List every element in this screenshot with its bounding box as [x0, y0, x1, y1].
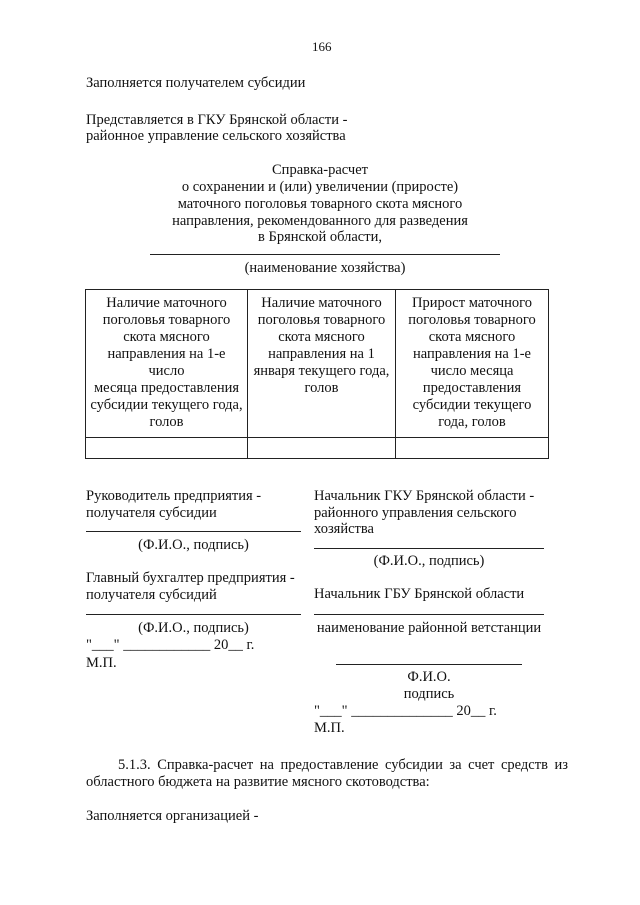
- doc-title-line-3: маточного поголовья товарного скота мясного: [177, 196, 463, 212]
- doc-title-line-2: о сохранении и (или) увеличении (приросте): [181, 179, 459, 195]
- head-sign-line: [86, 531, 301, 532]
- para-513-line-1: 5.1.3. Справка-расчет на предоставление субсидии за счет средств из: [118, 757, 568, 773]
- right-stamp: М.П.: [314, 720, 345, 736]
- doc-title-line-1: Справка-расчет: [272, 162, 368, 178]
- gku-sign-line: [314, 548, 544, 549]
- table-cell: [396, 438, 549, 459]
- accountant-title-line-2: получателя субсидий: [86, 587, 217, 603]
- fill-note-org: Заполняется организацией -: [86, 808, 259, 824]
- header-cell-3: Прирост маточного поголовья товарного скота мясного направления на 1-е число месяца предоставления субсидии текущего года, голов: [396, 290, 549, 438]
- livestock-table: [85, 289, 549, 459]
- submit-to-line-2: районное управление сельского хозяйства: [86, 128, 346, 144]
- head-caption: (Ф.И.О., подпись): [138, 537, 249, 553]
- gbu-title: Начальник ГБУ Брянской области: [314, 586, 525, 602]
- header-cell-1: Наличие маточного поголовья товарного скота мясного направления на 1-е число месяца предоставления субсидии текущего года, голов: [86, 290, 248, 438]
- fio-caption: Ф.И.О.: [407, 669, 451, 685]
- accountant-title-line-1: Главный бухгалтер предприятия -: [86, 570, 295, 586]
- gku-caption: (Ф.И.О., подпись): [373, 553, 485, 569]
- head-title-line-2: получателя субсидии: [86, 505, 217, 521]
- table-cell: [248, 438, 396, 459]
- left-stamp: М.П.: [86, 655, 117, 671]
- right-date-line: "___" ______________ 20__ г.: [314, 703, 497, 719]
- gku-title-line-3: хозяйства: [314, 521, 374, 537]
- vet-caption: наименование районной ветстанции: [316, 620, 542, 636]
- doc-title-line-4: направления, рекомендованного для разведения: [172, 213, 468, 229]
- doc-title-line-5: в Брянской области,: [258, 229, 382, 245]
- table-header-row: [86, 290, 549, 438]
- gku-title-line-2: районного управления сельского: [314, 505, 517, 521]
- submit-to-line-1: Представляется в ГКУ Брянской области -: [86, 112, 348, 128]
- accountant-caption: (Ф.И.О., подпись): [138, 620, 249, 636]
- farm-name-caption: (наименование хозяйства): [244, 260, 406, 276]
- head-title-line-1: Руководитель предприятия -: [86, 488, 262, 504]
- vet-line: [314, 614, 544, 615]
- left-date-line: "___" ____________ 20__ г.: [86, 637, 255, 653]
- table-row: [86, 438, 549, 459]
- fio-line: [336, 664, 522, 665]
- fill-note: Заполняется получателем субсидии: [86, 75, 306, 91]
- sign-caption: подпись: [403, 686, 455, 702]
- header-cell-2: Наличие маточного поголовья товарного скота мясного направления на 1 января текущего года, голов: [248, 290, 396, 438]
- table-cell: [86, 438, 248, 459]
- para-513-line-2: областного бюджета на развитие мясного скотоводства:: [86, 774, 430, 790]
- page-number: 166: [312, 39, 332, 54]
- accountant-sign-line: [86, 614, 301, 615]
- farm-name-line: [150, 254, 500, 255]
- gku-title-line-1: Начальник ГКУ Брянской области -: [314, 488, 535, 504]
